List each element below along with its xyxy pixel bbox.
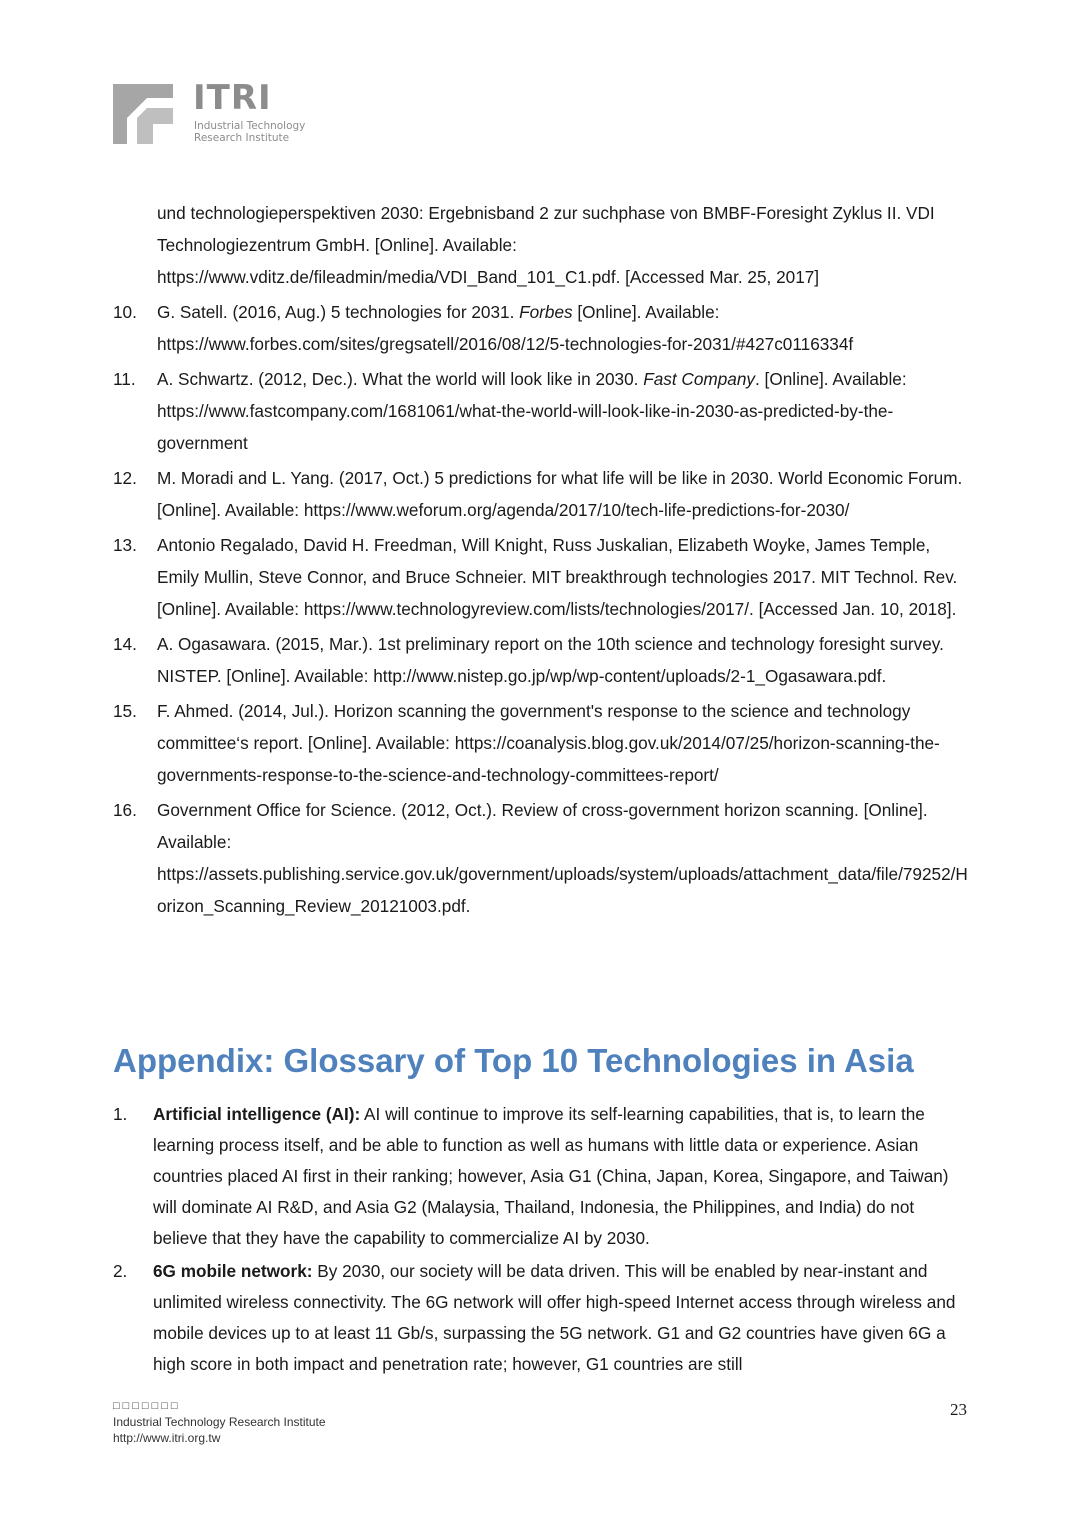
glossary-list	[113, 1099, 973, 1382]
reference-item	[113, 462, 973, 526]
glossary-body: Artificial intelligence (AI): AI will continue to improve its self-learning capabilities, that is, to learn the learning process itself, and be able to function as well as humans with little data or experience. Asian countries placed AI first in their ranking; however, Asia G1 (China, Japan, Korea, Singapore, and Taiwan) will dominate AI R&D, and Asia G2 (Malaysia, Thailand, Indonesia, the Philippines, and India) do not believe that they have the capability to commercialize AI by 2030.	[153, 1104, 949, 1248]
footer-url[interactable]: http://www.itri.org.tw	[113, 1431, 221, 1445]
glossary-term: Artificial intelligence (AI):	[153, 1104, 361, 1124]
page-footer	[113, 1398, 326, 1446]
reference-number: 16.	[113, 800, 137, 820]
reference-item	[113, 296, 973, 360]
reference-item	[113, 197, 973, 293]
reference-item	[113, 363, 973, 459]
page-number: 23	[950, 1400, 967, 1419]
reference-text: A. Ogasawara. (2015, Mar.). 1st preliminary report on the 10th science and technology foresight survey. NISTEP. [Online]. Available: http://www.nistep.go.jp/wp/wp-content/uploads/2-1_Ogasawara.pdf.	[157, 634, 944, 686]
reference-number: 14.	[113, 634, 137, 654]
reference-text: M. Moradi and L. Yang. (2017, Oct.) 5 predictions for what life will be like in 2030. World Economic Forum. [Online]. Available: https://www.weforum.org/agenda/2017/10/tech-life-predictions-for-2030/	[157, 468, 963, 520]
itri-logo	[113, 78, 313, 146]
reference-text: G. Satell. (2016, Aug.) 5 technologies for 2031. Forbes [Online]. Available: https://www.forbes.com/sites/gregsatell/2016/08/12/5-technologies-for-2031/#427c0116334f	[157, 302, 854, 354]
reference-item	[113, 794, 973, 922]
reference-text: Antonio Regalado, David H. Freedman, Will Knight, Russ Juskalian, Elizabeth Woyke, James Temple, Emily Mullin, Steve Connor, and Bruce Schneier. MIT breakthrough technologies 2017. MIT Technol. Rev. [Online]. Available: https://www.technologyreview.com/lists/technologies/2017/. [Accessed Jan. 10, 2018].	[157, 535, 958, 619]
reference-text: A. Schwartz. (2012, Dec.). What the world will look like in 2030. Fast Company. [Online]. Available: https://www.fastcompany.com/1681061/what-the-world-will-look-like-in-2030-as-predicted-by-the-government	[157, 369, 907, 453]
glossary-number: 1.	[113, 1104, 128, 1124]
itri-logo-mark-icon	[113, 84, 173, 144]
appendix-heading: Appendix: Glossary of Top 10 Technologies in Asia	[113, 1042, 914, 1079]
reference-number: 10.	[113, 302, 137, 322]
reference-item	[113, 695, 973, 791]
logo-name: ITRI	[193, 78, 272, 118]
reference-number: 12.	[113, 468, 137, 488]
glossary-item	[113, 1256, 973, 1380]
footer-org: Industrial Technology Research Institute	[113, 1415, 326, 1429]
reference-item	[113, 628, 973, 692]
reference-number: 11.	[113, 369, 136, 389]
reference-text: und technologieperspektiven 2030: Ergebnisband 2 zur suchphase von BMBF-Foresight Zyklus II. VDI Technologiezentrum GmbH. [Online]. Available: https://www.vditz.de/fileadmin/media/VDI_Band_101_C1.pdf. [Accessed Mar. 25, 2017]	[157, 203, 935, 287]
footer-placeholder-glyphs: □□□□□□□	[113, 1400, 181, 1412]
reference-number: 13.	[113, 535, 137, 555]
reference-text: F. Ahmed. (2014, Jul.). Horizon scanning the government's response to the science and technology committee‘s report. [Online]. Available: https://coanalysis.blog.gov.uk/2014/07/25/horizon-scanning-the-governments-response-to-the-science-and-technology-committees-report/	[157, 701, 940, 785]
reference-text: Government Office for Science. (2012, Oct.). Review of cross-government horizon scanning. [Online]. Available: https://assets.publishing.service.gov.uk/government/uploads/system/uploads/attachment_data/file/79252/Horizon_Scanning_Review_20121003.pdf.	[157, 800, 968, 916]
logo-subtitle: Industrial Technology Research Institute	[194, 120, 306, 144]
glossary-number: 2.	[113, 1261, 128, 1281]
glossary-item	[113, 1099, 973, 1254]
reference-list	[113, 197, 973, 925]
glossary-term: 6G mobile network:	[153, 1261, 313, 1281]
reference-item	[113, 529, 973, 625]
reference-number: 15.	[113, 701, 137, 721]
glossary-body: 6G mobile network: By 2030, our society will be data driven. This will be enabled by near-instant and unlimited wireless connectivity. The 6G network will offer high-speed Internet access through wireless and mobile devices up to at least 11 Gb/s, surpassing the 5G network. G1 and G2 countries have given 6G a high score in both impact and penetration rate; however, G1 countries are still	[153, 1261, 956, 1374]
